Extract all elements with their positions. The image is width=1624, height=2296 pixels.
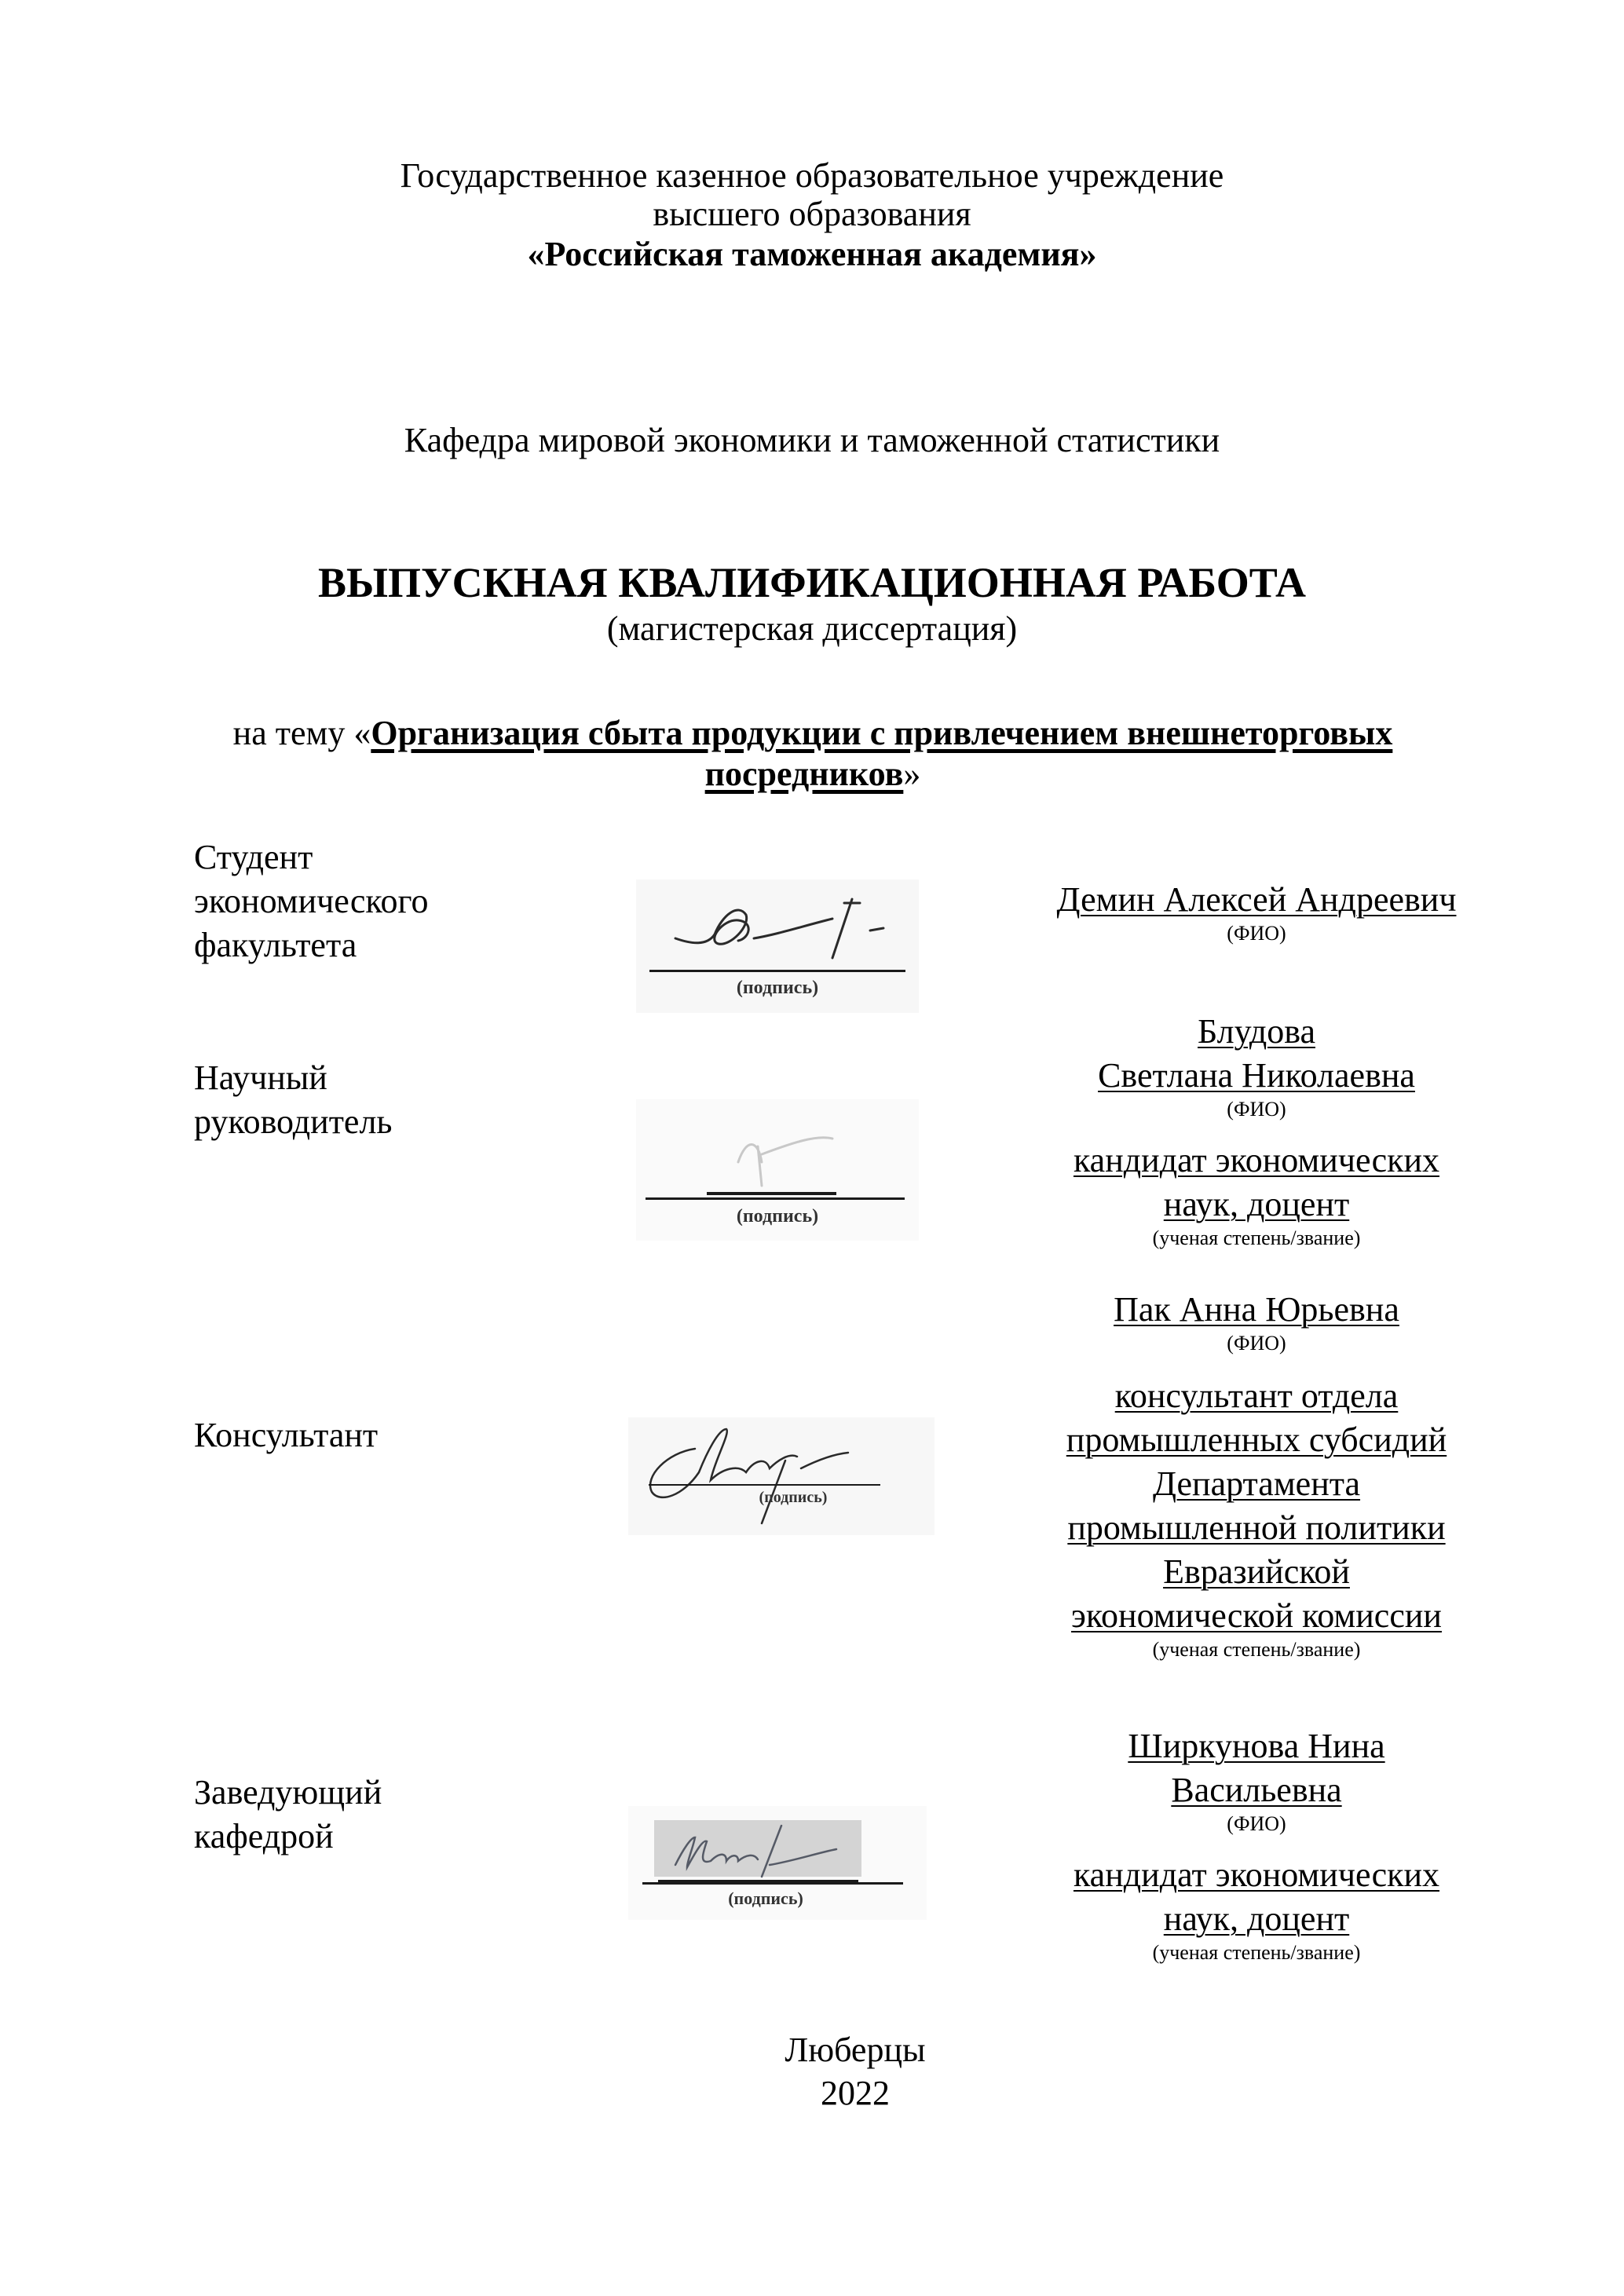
head-degree: наук, доцент xyxy=(1163,1899,1350,1938)
fio-caption: (ФИО) xyxy=(1227,1332,1286,1355)
consultant-info xyxy=(1029,1288,1484,1662)
student-name: Демин Алексей Андреевич xyxy=(1056,880,1457,919)
topic-suffix: » xyxy=(903,755,921,793)
label-line: кафедрой xyxy=(194,1817,334,1855)
institution-level: высшего образования xyxy=(653,195,971,233)
fio-caption: (ФИО) xyxy=(1227,922,1286,945)
consultant-position: Департамента xyxy=(1152,1464,1361,1503)
student-signature xyxy=(620,872,935,1021)
consultant-label xyxy=(194,1413,378,1457)
consultant-position: промышленной политики xyxy=(1067,1508,1446,1547)
fio-caption: (ФИО) xyxy=(1227,1812,1286,1835)
signature-caption: (подпись) xyxy=(759,1489,828,1506)
signature-caption: (подпись) xyxy=(728,1888,803,1908)
work-title: ВЫПУСКНАЯ КВАЛИФИКАЦИОННАЯ РАБОТА xyxy=(317,559,1307,606)
institution-type: Государственное казенное образовательное учреждение xyxy=(400,156,1224,195)
label-line: Заведующий xyxy=(194,1773,382,1812)
consultant-position: Евразийской xyxy=(1163,1552,1350,1591)
degree-caption: (ученая степень/звание) xyxy=(1152,1638,1361,1661)
label-line: руководитель xyxy=(194,1102,393,1141)
thesis-topic-cont xyxy=(157,754,1469,795)
supervisor-info xyxy=(1029,1010,1484,1250)
head-name: Ширкунова Нина xyxy=(1128,1727,1385,1765)
supervisor-degree: наук, доцент xyxy=(1163,1185,1350,1223)
topic-text-line2: посредников xyxy=(704,755,904,793)
signature-line xyxy=(649,1484,880,1486)
fio-caption: (ФИО) xyxy=(1227,1098,1286,1121)
supervisor-name: Светлана Николаевна xyxy=(1098,1056,1415,1095)
institution-name: «Российская таможенная академия» xyxy=(527,235,1097,273)
signature-caption: (подпись) xyxy=(736,978,819,998)
consultant-name: Пак Анна Юрьевна xyxy=(1114,1290,1399,1329)
consultant-position: консультант отдела xyxy=(1114,1377,1399,1415)
signature-scribble-icon xyxy=(620,1406,935,1539)
signature-line-short xyxy=(707,1192,836,1195)
degree-caption: (ученая степень/звание) xyxy=(1152,1941,1361,1964)
city: Люберцы xyxy=(785,2031,926,2069)
label-line: Научный xyxy=(194,1058,327,1097)
topic-prefix: на тему « xyxy=(232,714,371,752)
head-degree: кандидат экономических xyxy=(1073,1855,1440,1894)
degree-caption: (ученая степень/звание) xyxy=(1152,1227,1361,1249)
thesis-topic xyxy=(157,713,1469,754)
head-info xyxy=(1029,1724,1484,1965)
head-name: Васильевна xyxy=(1171,1771,1342,1809)
label-line: факультета xyxy=(194,926,357,964)
consultant-signature xyxy=(620,1406,935,1539)
signature-caption: (подпись) xyxy=(736,1206,819,1227)
label-line: Консультант xyxy=(194,1416,379,1454)
head-label xyxy=(194,1771,382,1859)
consultant-position: промышленных субсидий xyxy=(1066,1420,1447,1459)
student-info xyxy=(1029,878,1484,945)
supervisor-name: Блудова xyxy=(1198,1012,1315,1051)
label-line: Студент xyxy=(194,838,313,876)
signature-line xyxy=(649,970,905,972)
year: 2022 xyxy=(821,2074,890,2112)
student-label xyxy=(194,835,429,967)
consultant-position: экономической комиссии xyxy=(1071,1596,1442,1635)
work-subtitle: (магистерская диссертация) xyxy=(606,609,1018,648)
topic-text-line1: Организация сбыта продукции с привлечением внешнеторговых xyxy=(371,714,1393,752)
label-line: экономического xyxy=(194,882,429,920)
supervisor-degree: кандидат экономических xyxy=(1073,1141,1440,1179)
signature-line xyxy=(646,1197,905,1200)
department-name: Кафедра мировой экономики и таможенной статистики xyxy=(404,421,1220,459)
supervisor-signature xyxy=(620,1091,935,1249)
supervisor-label xyxy=(194,1056,392,1144)
signature-line xyxy=(642,1882,903,1885)
head-signature xyxy=(620,1806,935,1924)
